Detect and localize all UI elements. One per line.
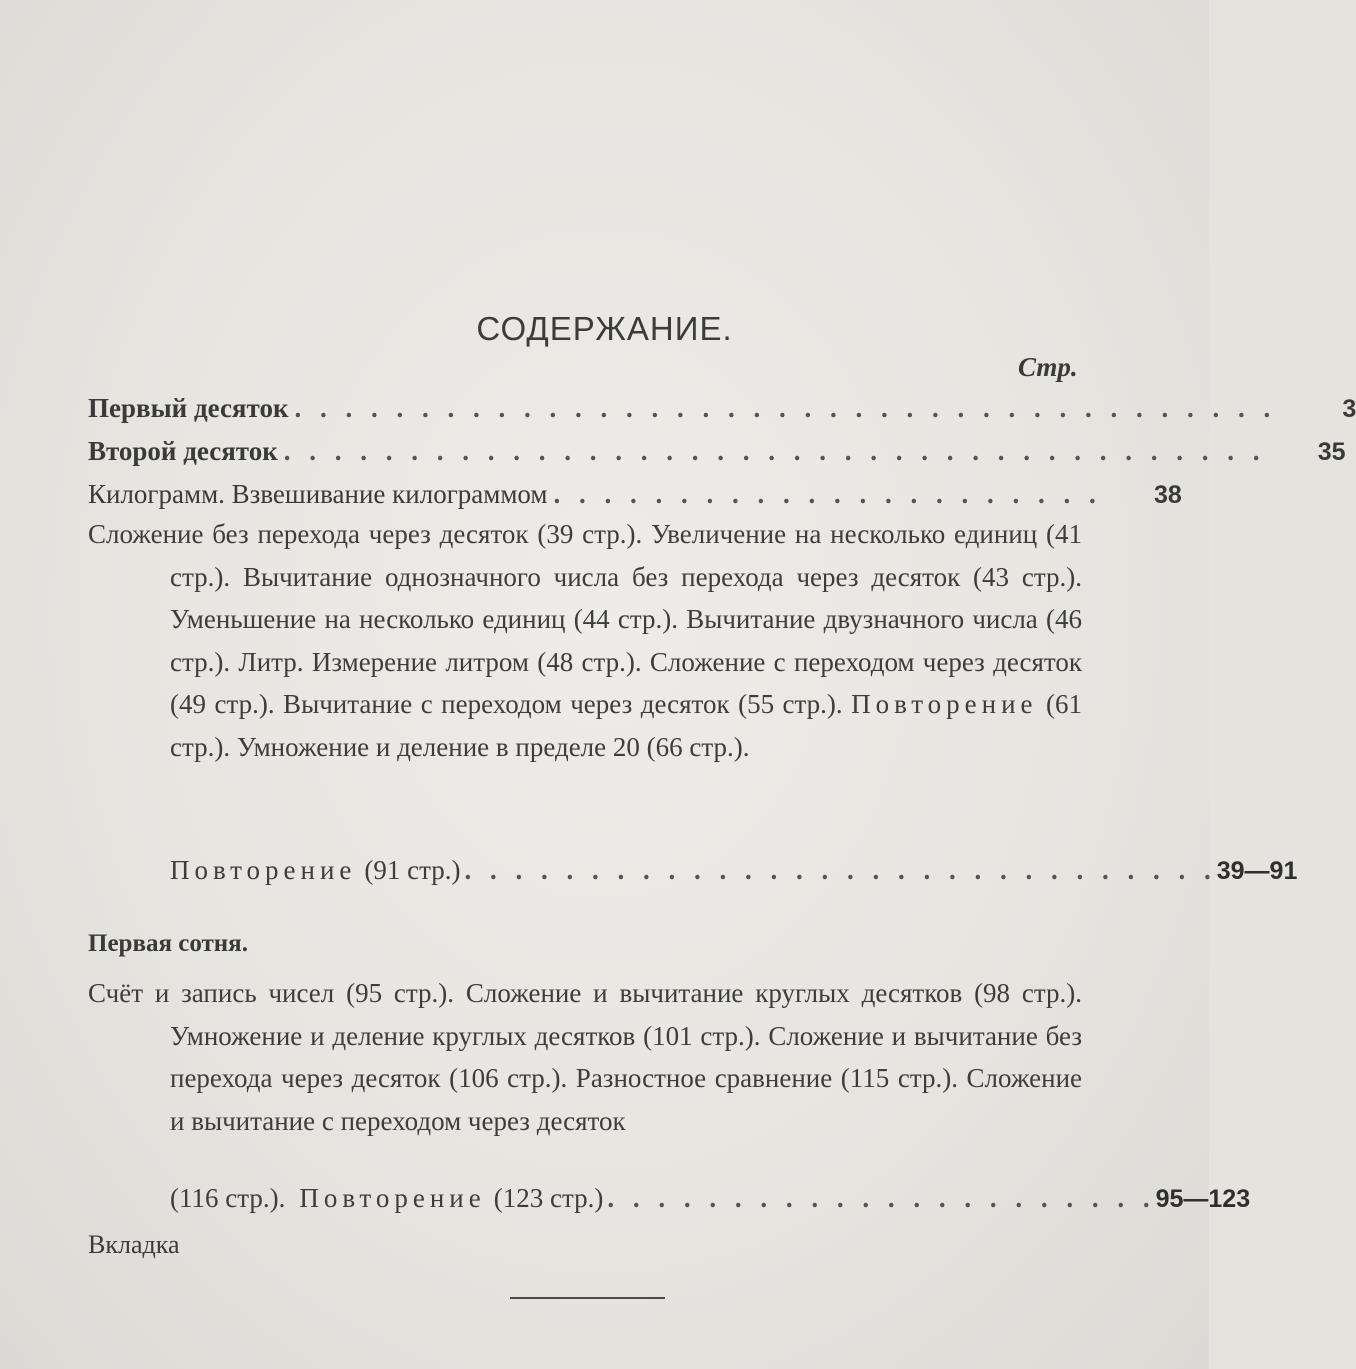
dot-leader: . . . . . . . . . . . . . . . . . . . . . . . . . . . . . . . . . . . . . . . xyxy=(294,393,1277,423)
toc-entry xyxy=(88,393,1356,433)
toc-block-text: (116 стр.). xyxy=(170,1183,286,1213)
toc-block-first-ten xyxy=(88,513,1082,768)
toc-entry-page: 35 xyxy=(1317,438,1346,466)
toc-block-text: Сложение без перехода через десяток (39 стр.). Увеличение на несколько единиц (41 стр.). Вычитание однозначного числа без перехода через десяток (43 стр.). Уменьшение на несколько единиц (44 стр.). Вычитание двузначного числа (46 стр.). Литр. Измерение литром (48 стр.). Сложение с переходом через десяток (49 стр.). Вычитание с переходом через десяток (55 стр.). xyxy=(88,519,1082,719)
toc-block-end-line xyxy=(170,1183,1251,1225)
dot-leader: . . . . . . . . . . . . . . . . . . . . . . xyxy=(553,479,1102,509)
dot-leader: . . . . . . . . . . . . . . . . . . . . . . . . . . . . . . xyxy=(464,855,1217,885)
toc-block-repeat: Повторение xyxy=(170,855,357,885)
dot-leader: . . . . . . . . . . . . . . . . . . . . . . . . . . . . . . . . . . . . . . . xyxy=(283,436,1266,466)
toc-block-repeat: Повторение xyxy=(299,1183,486,1213)
toc-block-text: (123 стр.) xyxy=(493,1183,604,1213)
toc-block-repeat: Повторение xyxy=(851,689,1038,719)
toc-block-text: (91 стр.) xyxy=(364,855,461,885)
toc-entry-page: 38 xyxy=(1153,481,1182,509)
toc-page-range: 95—123 xyxy=(1155,1185,1251,1213)
toc-page-range: 39—91 xyxy=(1216,857,1298,885)
toc-block-text: Счёт и запись чисел (95 стр.). Сложение и вычитание круглых десятков (98 стр.). Умножение и деление круглых десятков (101 стр.). Сложение и вычитание без перехода через десяток (106 стр.). Разностное сравнение (115 стр.). Сложение и вычитание с переходом через десяток xyxy=(88,978,1082,1136)
toc-block-first-hundred xyxy=(88,972,1082,1142)
toc-entry xyxy=(88,436,1346,476)
section-heading: Первая сотня. xyxy=(88,930,248,957)
dot-leader: . . . . . . . . . . . . . . . . . . . . . . xyxy=(607,1183,1156,1213)
insert-label: Вкладка xyxy=(88,1230,180,1259)
toc-entry-label: Килограмм. Взвешивание килограммом xyxy=(88,479,548,509)
toc-entry-label: Первый десяток xyxy=(88,393,289,423)
page-column-label: Стр. xyxy=(1018,352,1078,382)
page-title: СОДЕРЖАНИЕ. xyxy=(476,310,733,347)
toc-block-text: (61 стр.). Умножение и деление в пределе 20 (66 стр.). xyxy=(170,689,1083,762)
toc-entry-page: 3 xyxy=(1342,395,1356,423)
toc-block-end-line xyxy=(170,855,1298,897)
toc-entry-label: Второй десяток xyxy=(88,436,278,466)
divider-rule xyxy=(510,1297,665,1299)
